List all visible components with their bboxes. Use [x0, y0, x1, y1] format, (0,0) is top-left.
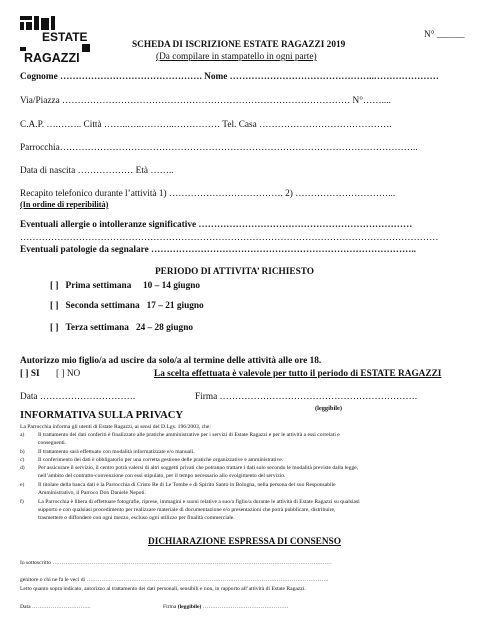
- form-subtitle: (Da compilare in stampatello in ogni parte): [156, 52, 317, 62]
- logo-line2: RAGAZZI: [24, 51, 80, 65]
- authorization-text: Autorizzo mio figlio/a ad uscire da solo/a al termine delle attività alle ore 18.: [20, 356, 322, 366]
- field-parrocchia[interactable]: Parrocchia……………………………………………………………………………………………………..: [20, 143, 418, 153]
- privacy-item-b: b) Il trattamento sarà effettuato con modalità informatizzate e/o manuali.: [20, 449, 195, 455]
- week-label-1: Prima settimana: [65, 281, 132, 291]
- consent-statement: Letto quanto sopra indicato, autorizzo al trattamento dei dati personali, sensibili e non, in rapporto all’attività di Estate Ragazzi.: [20, 586, 306, 592]
- checkbox-week-1[interactable]: [ ]: [50, 281, 59, 291]
- field-auth-firma[interactable]: Firma ……………………………………………………….: [195, 392, 418, 402]
- week-option-1[interactable]: [50, 281, 200, 291]
- field-allergie[interactable]: Eventuali allergie o intolleranze significative ……………………………………………………………: [20, 220, 413, 230]
- option-si[interactable]: [ ] SI: [20, 369, 40, 379]
- field-cognome-nome[interactable]: Cognome ………………………………………. Nome ………………………………………..…………………: [20, 72, 439, 82]
- week-option-2[interactable]: [50, 301, 204, 311]
- field-via[interactable]: Via/Piazza ………………………………………………………………………………… N°……....: [20, 96, 391, 106]
- privacy-heading: INFORMATIVA SULLA PRIVACY: [20, 410, 184, 421]
- field-recapito[interactable]: Recapito telefonico durante l’attività 1) ………………………………. 2) …………………………...: [20, 189, 396, 199]
- consent-legible-note: (leggibile): [177, 604, 202, 610]
- week-label-3: Terza settimana: [65, 323, 129, 333]
- validity-note: La scelta effettuata è valevole per tutto il periodo di ESTATE RAGAZZI: [154, 369, 442, 379]
- consent-heading: DICHIARAZIONE ESPRESSA DI CONSENSO: [148, 537, 341, 547]
- period-heading: PERIODO DI ATTIVITA’ RICHIESTO: [155, 267, 315, 277]
- week-dates-2: 17 – 21 giugno: [146, 301, 204, 311]
- privacy-item-c: c) Il conferimento dei dati è obbligatorio per una corretta gestione delle pratiche organizzative e amministrative.: [20, 457, 284, 463]
- week-label-2: Seconda settimana: [65, 301, 140, 311]
- privacy-item-f: f) La Parrocchia è libera di effettuare fotografie, riprese, immagini e suoni relative a suo/a figlio/a durante le attività di Estate Ragazzi su qualsiasi supporto e con qualsiasi procedimento per realizzare materiale di documentazione e/o presentazioni che potrà pubblicare, distribuire, trasmettere o diffondere con ogni mezzo, escluso ogni utilizzo per finalità commerciale.: [20, 499, 360, 521]
- estate-ragazzi-logo: [18, 14, 98, 66]
- option-no[interactable]: [ ] NO: [56, 369, 81, 379]
- field-consent-firma[interactable]: [163, 604, 288, 610]
- field-patologie[interactable]: Eventuali patologie da segnalare …………………………………………………………………………..: [20, 245, 416, 255]
- privacy-intro: La Parrocchia informa gli utenti di Estate Ragazzi, ai sensi del D.Lgs. 196/2003, che:: [20, 424, 211, 430]
- field-allergie-continued[interactable]: ………………………………………………………………………………………………………………………: [20, 233, 439, 243]
- reperibilita-note: (In ordine di reperibilità): [20, 200, 109, 209]
- field-cap-citta-tel[interactable]: C.A.P. ….…….. Città ……..…..………..…………… Tel. Casa …………………………………….: [20, 120, 392, 130]
- field-auth-data[interactable]: Data ………………………….: [20, 392, 136, 402]
- field-consent-data[interactable]: Data …………………………..: [20, 604, 91, 610]
- privacy-item-a: a) Il trattamento dei dati conferiti è finalizzato alle pratiche amministrative per i servizi di Estate Ragazzi e per le attività a essi correlati e conseguenti.: [20, 432, 340, 446]
- consent-firma-line[interactable]: ……………………………………….: [201, 604, 289, 610]
- checkbox-week-3[interactable]: [ ]: [50, 323, 59, 333]
- logo-line1: ESTATE: [42, 30, 88, 44]
- form-title: SCHEDA DI ISCRIZIONE ESTATE RAGAZZI 2019: [132, 40, 346, 50]
- consent-firma-label: Firma: [163, 604, 178, 610]
- auth-legible-note: (leggibile): [315, 405, 342, 412]
- field-genitore[interactable]: genitore o chi ne fa le veci di ………………………………………………………………………………………………………………….: [20, 577, 329, 583]
- field-data-nascita[interactable]: Data di nascita ……………… Età ……..: [20, 166, 174, 176]
- form-number[interactable]: N° ______: [424, 30, 465, 40]
- privacy-item-d: d) Per assicurare il servizio, il centro potrà valersi di altri soggetti privati che potranno trattare i dati solo secondo le modalità previste dalla legge, nell’ambito del contratto-convenzione con essi stipulato, per il tempo necessario allo svolgimento del servizio.: [20, 465, 359, 479]
- checkbox-week-2[interactable]: [ ]: [50, 301, 59, 311]
- week-option-3[interactable]: [50, 323, 193, 333]
- field-sottoscritto[interactable]: Io sottoscritto ……………………………………………………………………………………………………………………………………: [20, 560, 333, 566]
- week-dates-3: 24 – 28 giugno: [135, 323, 194, 333]
- privacy-item-e: e) Il titolare della banca dati è la Parrocchia di Cristo Re di Le Tombe e di Spirito Santo in Bologna, nella persona del suo Responsabile Amministrativo, il Parroco Don Daniele Nepoti.: [20, 482, 336, 496]
- week-dates-1: 10 – 14 giugno: [142, 281, 201, 291]
